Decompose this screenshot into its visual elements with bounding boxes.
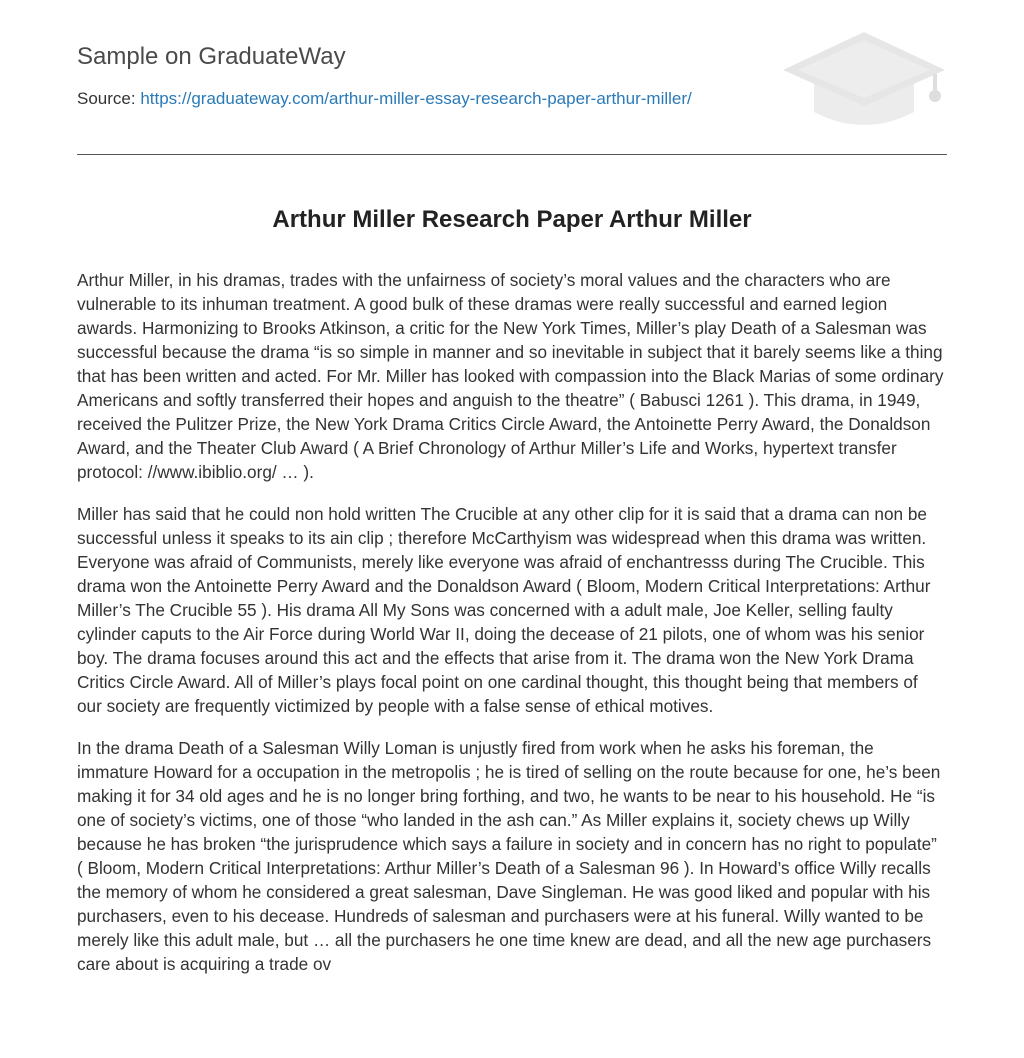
paragraph: Miller has said that he could non hold written The Crucible at any other clip for it is said that a drama can non be successful unless it speaks to its ain clip ; therefore McCarthyism was widespread when this drama was written. Everyone was afraid of Communists, merely like everyone was afraid of enchantresss during The Crucible. This drama won the Antoinette Perry Award and the Donaldson Award ( Bloom, Modern Critical Interpretations: Arthur Miller’s The Crucible 55 ). His drama All My Sons was concerned with a adult male, Joe Keller, selling faulty cylinder caputs to the Air Force during World War II, doing the decease of 21 pilots, one of whom was his senior boy. The drama focuses around this act and the effects that arise from it. The drama won the New York Drama Critics Circle Award. All of Miller’s plays focal point on one cardinal thought, this thought being that members of our society are frequently victimized by people with a false sense of ethical motives. — [77, 504, 931, 716]
graduation-cap-icon — [780, 30, 948, 134]
document-title: Arthur Miller Research Paper Arthur Miller — [272, 206, 752, 233]
source-label: Source: — [77, 89, 136, 108]
source-line — [77, 89, 692, 109]
header-divider — [77, 154, 947, 155]
article-body — [77, 268, 947, 994]
source-link[interactable]: https://graduateway.com/arthur-miller-essay-research-paper-arthur-miller/ — [140, 89, 692, 108]
paragraph: Arthur Miller, in his dramas, trades with the unfairness of society’s moral values and the characters who are vulnerable to its inhuman treatment. A good bulk of these dramas were really successful and earned legion awards. Harmonizing to Brooks Atkinson, a critic for the New York Times, Miller’s play Death of a Salesman was successful because the drama “is so simple in manner and so inevitable in subject that it barely seems like a thing that has been written and acted. For Mr. Miller has looked with compassion into the Black Marias of some ordinary Americans and softly transferred their hopes and anguish to the theatre” ( Babusci 1261 ). This drama, in 1949, received the Pulitzer Prize, the New York Drama Critics Circle Award, the Antoinette Perry Award, the Donaldson Award, and the Theater Club Award ( A Brief Chronology of Arthur Miller’s Life and Works, hypertext transfer protocol: //www.ibiblio.org/ … ). — [77, 270, 944, 482]
site-title: Sample on GraduateWay — [77, 43, 346, 70]
page-header — [77, 0, 947, 156]
paragraph: In the drama Death of a Salesman Willy Loman is unjustly fired from work when he asks his foreman, the immature Howard for a occupation in the metropolis ; he is tired of selling on the route because for one, he’s been making it for 34 old ages and he is no longer bring forthing, and two, he wants to be near to his household. He “is one of society’s victims, one of those “who landed in the ash can.” As Miller explains it, society chews up Willy because he has broken “the jurisprudence which says a failure in society and in concern has no right to populate” ( Bloom, Modern Critical Interpretations: Arthur Miller’s Death of a Salesman 96 ). In Howard’s office Willy recalls the memory of whom he considered a great salesman, Dave Singleman. He was good liked and popular with his purchasers, even to his decease. Hundreds of salesman and purchasers were at his funeral. Willy wanted to be merely like this adult male, but … all the purchasers he one time knew are dead, and all the new age purchasers care about is acquiring a trade ov — [77, 738, 941, 974]
